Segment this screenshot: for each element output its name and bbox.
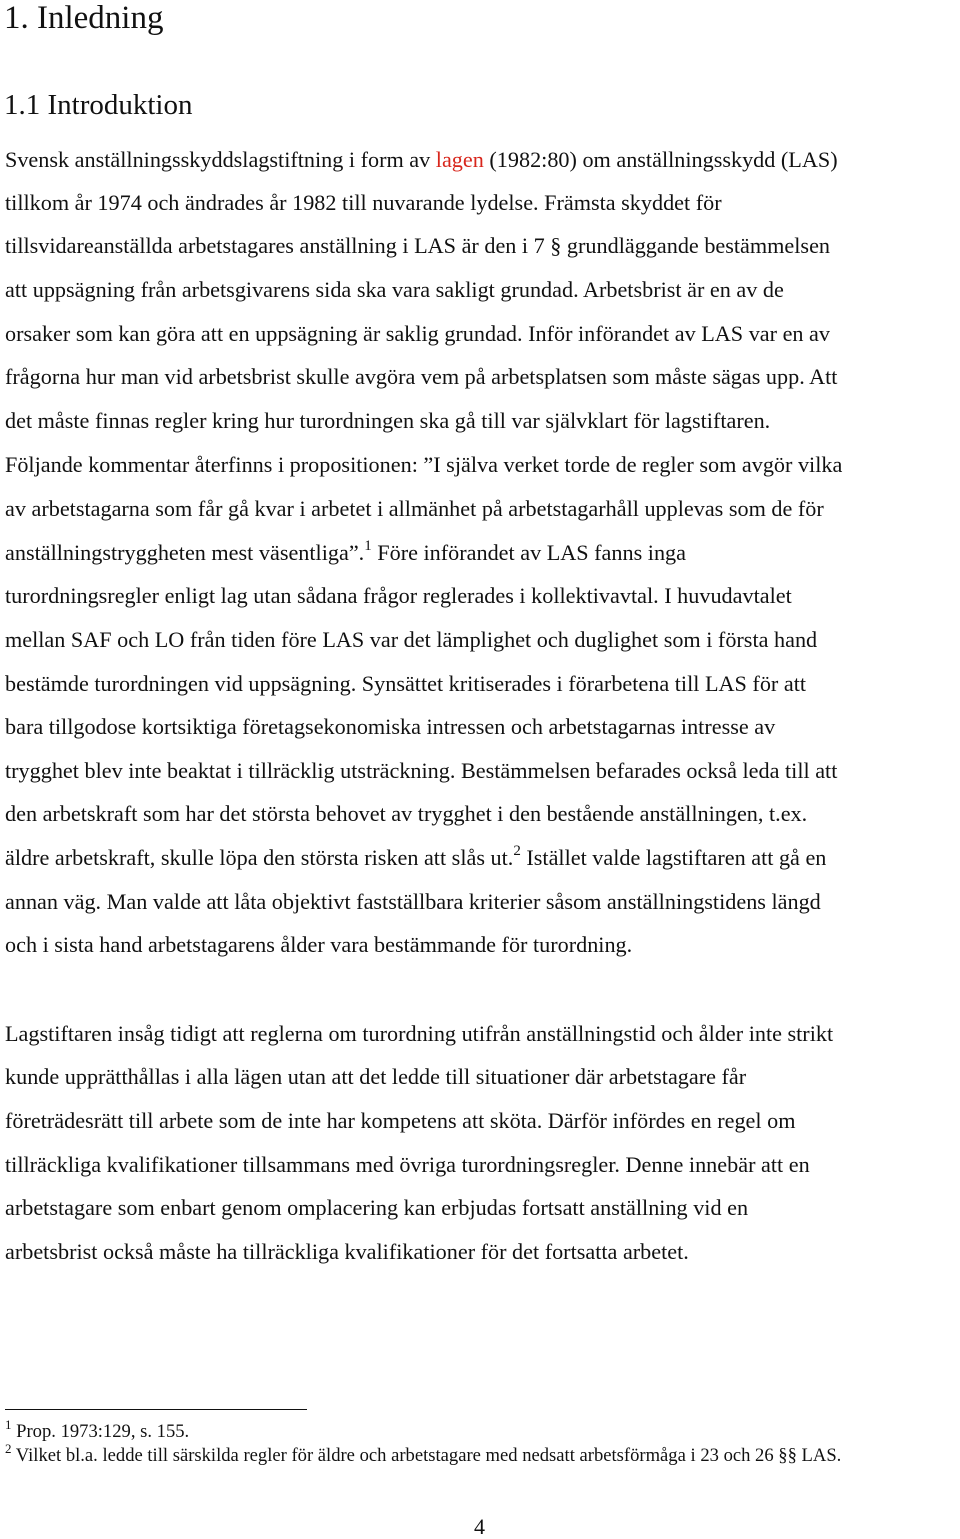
text-line: [5, 451, 842, 479]
text-segment: företrädesrätt till arbete som de inte har kompetens att sköta. Därför infördes en regel om: [5, 1108, 796, 1133]
text-line: [5, 189, 722, 217]
text-segment: bara tillgodose kortsiktiga företagsekonomiska intressen och arbetstagarnas intresse av: [5, 714, 776, 739]
text-line: [5, 1107, 795, 1135]
text-segment: tillräckliga kvalifikationer tillsammans med övriga turordningsregler. Denne innebär att en: [5, 1152, 810, 1177]
section-heading: 1.1 Introduktion: [4, 89, 193, 121]
footnote-divider: [5, 1409, 307, 1410]
text-line: [5, 146, 838, 174]
page-number: 4: [474, 1514, 485, 1539]
text-line: [5, 276, 784, 304]
text-line: [5, 1063, 746, 1091]
text-line: [5, 931, 632, 959]
text-segment: arbetstagare som enbart genom omplacering kan erbjudas fortsatt anställning vid en: [5, 1195, 749, 1220]
text-segment: orsaker som kan göra att en uppsägning är saklig grundad. Inför införandet av LAS var en av: [5, 321, 831, 346]
text-segment: tillkom år 1974 och ändrades år 1982 till nuvarande lydelse. Främsta skyddet för: [5, 190, 722, 215]
text-segment: den arbetskraft som har det största behovet av trygghet i den bestående anställningen, t.ex.: [5, 801, 808, 826]
text-line: [5, 1238, 689, 1266]
footnote-ref[interactable]: 1: [364, 538, 372, 554]
text-segment: Före införandet av LAS fanns inga: [371, 540, 686, 565]
text-segment: Lagstiftaren insåg tidigt att reglerna om turordning utifrån anställningstid och ålder inte strikt: [5, 1021, 834, 1046]
footnote-ref[interactable]: 2: [513, 843, 521, 859]
text-line: [5, 757, 837, 785]
footnote-number: 1: [5, 1417, 12, 1432]
text-line: [5, 363, 837, 391]
text-line: [5, 626, 817, 654]
text-segment: arbetsbrist också måste ha tillräckliga kvalifikationer för det fortsatta arbetet.: [5, 1239, 689, 1264]
text-segment: av arbetstagarna som får gå kvar i arbetet i allmänhet på arbetstagarhåll upplevas som de för: [5, 496, 824, 521]
text-line: [5, 888, 821, 916]
footnote: [5, 1441, 842, 1467]
footnote-text: Prop. 1973:129, s. 155.: [11, 1421, 190, 1442]
text-segment: Svensk anställningsskyddslagstiftning i form av: [5, 147, 436, 172]
text-segment: trygghet blev inte beaktat i tillräcklig utsträckning. Bestämmelsen befarades också leda till att: [5, 758, 838, 783]
chapter-heading: 1. Inledning: [4, 0, 164, 36]
text-line: [5, 539, 686, 567]
footnote-text: Vilket bl.a. ledde till särskilda regler för äldre och arbetstagare med nedsatt arbetsförmåga i 23 och 26 §§ LAS.: [11, 1445, 842, 1466]
text-segment: Följande kommentar återfinns i propositionen: ”I själva verket torde de regler som avgör vilka: [5, 452, 843, 477]
text-segment: turordningsregler enligt lag utan sådana frågor reglerades i kollektivavtal. I huvudavtalet: [5, 583, 792, 608]
text-segment: Istället valde lagstiftaren att gå en: [520, 845, 827, 870]
text-line: [5, 320, 830, 348]
text-line: [5, 232, 830, 260]
text-line: [5, 1020, 833, 1048]
text-segment: (1982:80) om anställningsskydd (LAS): [483, 147, 838, 172]
text-segment: annan väg. Man valde att låta objektivt fastställbara kriterier såsom anställningstidens längd: [5, 889, 821, 914]
text-line: [5, 670, 806, 698]
text-segment: det måste finnas regler kring hur turordningen ska gå till var självklart för lagstiftaren.: [5, 408, 771, 433]
text-segment: och i sista hand arbetstagarens ålder vara bestämmande för turordning.: [5, 932, 633, 957]
text-line: [5, 713, 775, 741]
text-segment: anställningstryggheten mest väsentliga”.: [5, 540, 365, 565]
text-segment: att uppsägning från arbetsgivarens sida ska vara sakligt grundad. Arbetsbrist är en av de: [5, 277, 784, 302]
text-line: [5, 582, 792, 610]
text-line: [5, 407, 770, 435]
text-segment: kunde upprätthållas i alla lägen utan att det ledde till situationer där arbetstagare får: [5, 1064, 747, 1089]
text-segment: tillsvidareanställda arbetstagares anställning i LAS är den i 7 § grundläggande bestämmelsen: [5, 233, 831, 258]
text-line: [5, 1151, 810, 1179]
text-segment: bestämde turordningen vid uppsägning. Synsättet kritiserades i förarbetena till LAS för att: [5, 671, 807, 696]
text-line: [5, 495, 824, 523]
footnote-number: 2: [5, 1441, 12, 1456]
footnote: [5, 1417, 190, 1443]
text-segment: mellan SAF och LO från tiden före LAS var det lämplighet och duglighet som i första hand: [5, 627, 818, 652]
text-line: [5, 844, 826, 872]
lagen-link[interactable]: lagen: [435, 147, 484, 172]
text-line: [5, 800, 807, 828]
text-segment: äldre arbetskraft, skulle löpa den största risken att slås ut.: [5, 845, 514, 870]
text-line: [5, 1194, 748, 1222]
text-segment: frågorna hur man vid arbetsbrist skulle avgöra vem på arbetsplatsen som måste sägas upp. Att: [5, 364, 838, 389]
